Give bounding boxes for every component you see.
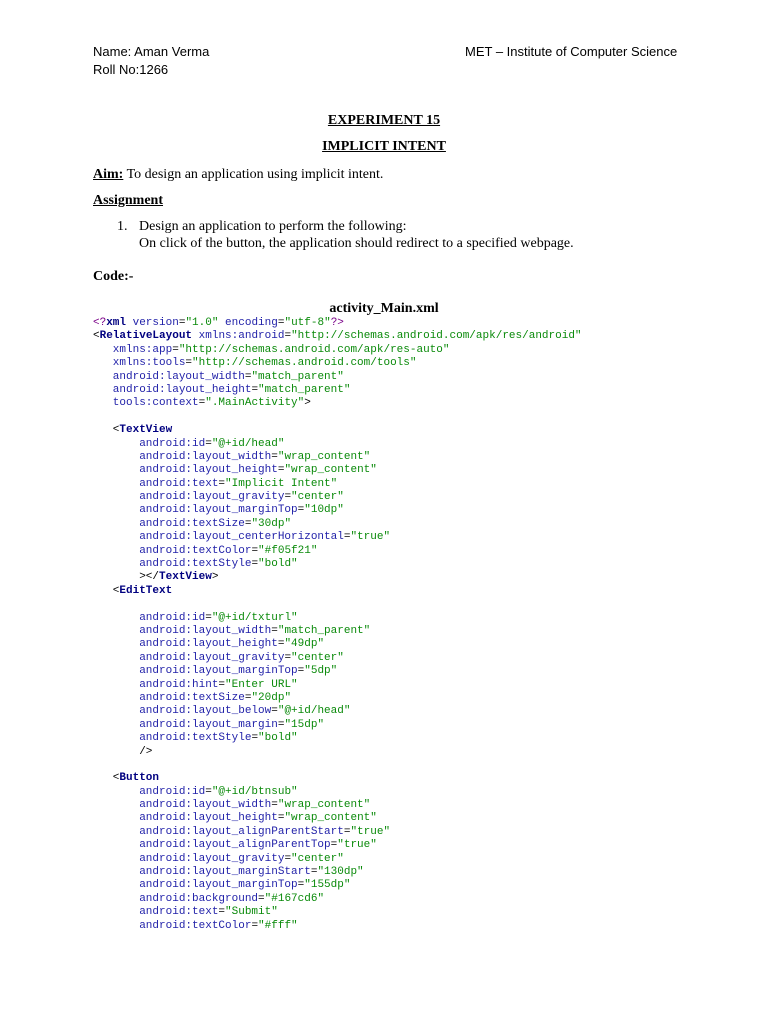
code-token: android:layout_width [93,370,245,383]
code-token: "match_parent" [258,383,351,396]
code-token: android:layout_marginTop [93,665,298,678]
code-token: android:layout_height [93,638,278,651]
code-line [93,772,582,785]
code-line [93,759,582,772]
code-token: android:layout_gravity [93,651,285,664]
code-token: = [271,705,278,718]
code-token: android:layout_marginTop [93,504,298,517]
code-token: "155dp" [304,879,351,892]
experiment-title: EXPERIMENT 15 [327,113,441,128]
code-token: android:layout_gravity [93,852,285,865]
code-token: = [178,317,186,329]
code-token: android:layout_marginStart [93,866,311,879]
code-token: <? [93,317,107,329]
code-token: = [185,357,193,370]
code-token: android:layout_height [93,464,278,477]
code-token: "http://schemas.android.com/apk/res-auto" [178,343,450,356]
code-token: "http://schemas.android.com/tools" [192,357,417,370]
code-line [93,799,582,812]
code-token: < [93,584,120,597]
code-token: "Implicit Intent" [225,477,338,490]
code-line [93,571,582,584]
code-token: RelativeLayout [99,330,199,343]
code-line [93,464,582,477]
list-number: 1. [117,219,128,234]
code-token: = [271,624,278,637]
code-line [93,732,582,745]
code-line [93,504,582,517]
code-token: > [211,571,219,584]
code-token: "#fff" [258,919,298,932]
code-line [93,317,582,330]
code-token: android:textSize [93,691,245,704]
code-token: = [277,718,285,731]
code-token: android:hint [93,678,219,691]
code-token: = [218,678,226,691]
code-token: ".MainActivity" [205,397,305,410]
code-heading: Code:- [93,269,134,284]
code-token: "#167cd6" [264,892,325,905]
code-token: = [218,477,226,490]
code-line [93,491,582,504]
code-token: "15dp" [284,718,325,731]
code-token: android:layout_width [93,450,272,463]
code-line [93,665,582,678]
code-token: android:id [93,437,206,450]
code-token: < [93,424,120,437]
code-token: = [310,866,318,879]
code-token: android:layout_alignParentStart [93,825,344,838]
code-token: "@+id/txturl" [211,611,298,624]
code-token: "#f05f21" [258,544,318,557]
code-token: = [258,892,265,905]
code-token: = [297,879,305,892]
code-token: = [330,839,338,852]
code-token: ></ [93,571,160,584]
code-token: xmlns:android [198,330,285,343]
code-token: xmlns:tools [93,357,186,370]
code-line [93,920,582,933]
code-token: android:textStyle [93,732,252,745]
code-line [93,451,582,464]
code-token: = [205,611,212,624]
code-token: "wrap_content" [277,450,371,463]
code-token: "@+id/head" [211,437,285,450]
code-token: "center" [291,852,344,865]
code-token: "match_parent" [277,624,371,637]
code-token: = [343,531,351,544]
code-token: = [284,852,292,865]
code-token: "wrap_content" [284,812,377,825]
code-token: android:textColor [93,544,252,557]
code-line [93,853,582,866]
code-token: = [251,383,259,396]
code-token: = [198,397,206,410]
code-token: = [244,517,252,530]
code-block [93,317,582,933]
code-token: = [251,919,259,932]
code-token: "@+id/head" [277,705,351,718]
code-token: EditText [119,584,173,597]
code-token: xmlns:app [93,343,173,356]
code-line [93,598,582,611]
code-token: "true" [350,531,391,544]
code-token: = [284,651,292,664]
code-line [93,625,582,638]
aim-label: Aim: [93,167,124,182]
code-token: = [251,558,259,571]
code-line [93,638,582,651]
code-token: = [205,437,212,450]
code-token: android:layout_height [93,812,278,825]
code-line [93,371,582,384]
code-line [93,893,582,906]
code-token: "wrap_content" [277,799,371,812]
code-token: = [277,812,285,825]
code-line [93,478,582,491]
code-line [93,906,582,919]
code-token: version [132,317,179,329]
code-token: "true" [350,825,391,838]
code-token: tools:context [93,397,199,410]
code-token: "Enter URL" [225,678,298,691]
code-token: android:textSize [93,517,245,530]
code-token: = [271,450,278,463]
code-token: Button [119,772,160,785]
code-token: "bold" [258,558,298,571]
header-left [93,43,209,79]
code-token: android:layout_width [93,624,272,637]
code-token: android:layout_gravity [93,491,285,504]
code-token: = [284,491,292,504]
code-line [93,679,582,692]
student-name: Name: Aman Verma [93,44,210,59]
code-line [93,839,582,852]
item-line-2: On click of the button, the application should redirect to a specified webpage. [139,236,574,251]
code-token: android:layout_alignParentTop [93,839,331,852]
code-token: android:text [93,477,219,490]
code-line [93,692,582,705]
code-token: "center" [291,491,344,504]
file-title: activity_Main.xml [329,301,439,316]
code-token: = [218,906,226,919]
code-token: "20dp" [251,691,292,704]
code-token: android:textColor [93,919,252,932]
code-token: = [297,665,305,678]
code-token: = [244,370,252,383]
code-token: > [304,397,311,410]
code-token: "@+id/btnsub" [211,785,298,798]
code-token: = [271,799,278,812]
code-token: "49dp" [284,638,325,651]
code-line [93,585,582,598]
code-token: = [251,732,259,745]
aim-text: To design an application using implicit intent. [123,167,384,182]
code-token: android:layout_marginTop [93,879,298,892]
institute-name: MET – Institute of Computer Science [465,44,678,59]
code-token: "http://schemas.android.com/apk/res/android" [291,330,582,343]
code-token: "30dp" [251,517,292,530]
code-token: android:id [93,785,206,798]
code-token: < [93,330,100,343]
code-token: android:id [93,611,206,624]
code-line [93,411,582,424]
code-line [93,826,582,839]
code-line [93,438,582,451]
code-line [93,518,582,531]
code-line [93,866,582,879]
code-line [93,746,582,759]
code-token: android:textStyle [93,558,252,571]
code-token: = [277,317,285,329]
code-line [93,424,582,437]
assignment-heading: Assignment [93,193,164,208]
code-line [93,357,582,370]
code-token: ?> [330,317,344,329]
code-token: TextView [159,571,212,584]
code-line [93,531,582,544]
code-token: android:layout_margin [93,718,278,731]
aim-paragraph [93,166,383,183]
code-token: android:layout_height [93,383,252,396]
code-token: "wrap_content" [284,464,377,477]
code-token: /> [93,745,153,758]
code-line [93,545,582,558]
code-line [93,397,582,410]
code-line [93,344,582,357]
code-token: "130dp" [317,866,364,879]
code-token: = [205,785,212,798]
code-token: "5dp" [304,665,338,678]
code-token: xml [106,317,133,329]
code-token: = [297,504,305,517]
code-token: TextView [119,424,173,437]
code-token: = [244,691,252,704]
code-token: android:background [93,892,259,905]
code-line [93,330,582,343]
code-token: "match_parent" [251,370,344,383]
code-token: android:layout_centerHorizontal [93,531,344,544]
code-line [93,786,582,799]
code-token: = [277,464,285,477]
code-token: = [343,825,351,838]
code-token: "true" [337,839,377,852]
code-line [93,384,582,397]
list-item [117,218,574,235]
code-line [93,812,582,825]
code-token: android:layout_below [93,705,272,718]
code-token: "center" [291,651,344,664]
code-line [93,879,582,892]
code-token: = [277,638,285,651]
code-token: < [93,772,120,785]
code-token: = [172,343,179,356]
topic-title: IMPLICIT INTENT [322,139,446,154]
code-token: "Submit" [225,906,278,919]
code-token: "bold" [258,732,298,745]
code-token: = [284,330,292,343]
code-token: "utf-8" [284,317,331,329]
code-token: encoding [218,317,278,329]
assignment-list [117,218,574,252]
code-line [93,612,582,625]
code-line [93,558,582,571]
item-line-1: Design an application to perform the following: [139,219,407,234]
code-token: android:text [93,906,219,919]
code-line [93,705,582,718]
code-token: "1.0" [185,317,219,329]
code-token: = [251,544,259,557]
code-line [93,652,582,665]
code-line [93,719,582,732]
code-token: android:layout_width [93,799,272,812]
roll-number: Roll No:1266 [93,62,169,77]
code-token: "10dp" [304,504,344,517]
